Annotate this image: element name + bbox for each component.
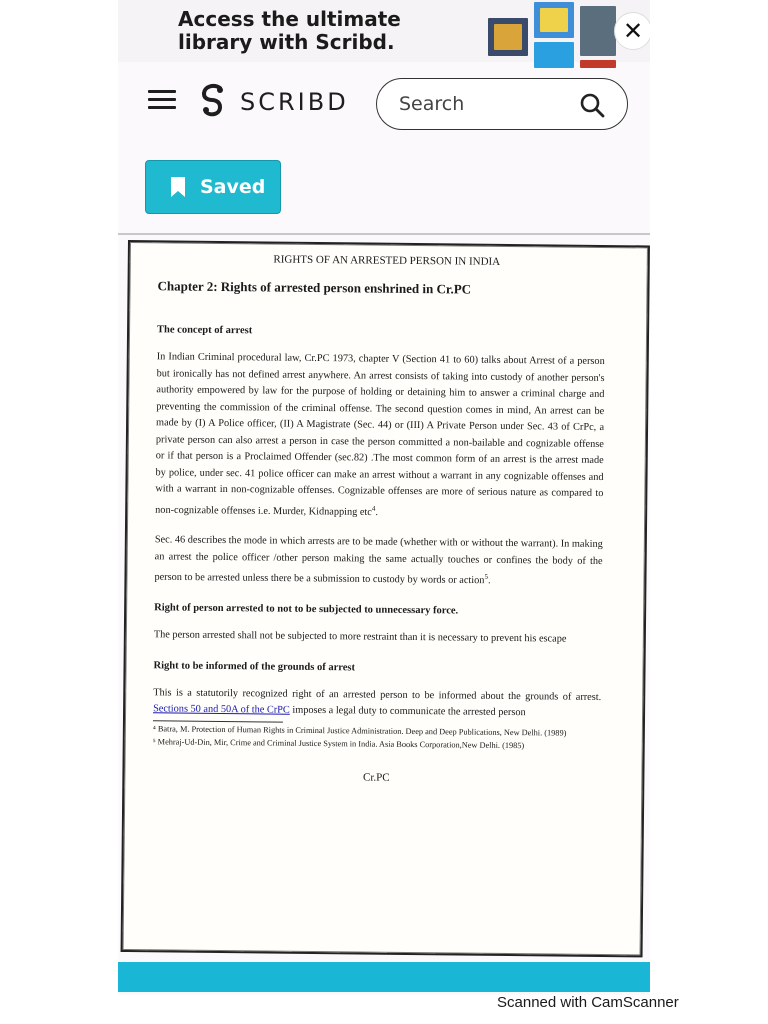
section-heading: Right to be informed of the grounds of arrest	[153, 660, 356, 674]
footnote: ⁴ Batra, M. Protection of Human Rights in Criminal Justice Administration. Deep and Deep Publications, New Delhi. (1989)	[152, 724, 567, 738]
footnote-rule	[153, 720, 283, 722]
bookmark-icon	[170, 176, 186, 198]
chapter-title: Chapter 2: Rights of arrested person enshrined in Cr.PC	[157, 278, 472, 297]
saved-label: Saved	[200, 176, 266, 198]
paragraph: Sec. 46 describes the mode in which arrests are to be made (whether with or without the warrant). In making an arrest the police officer /other person making the same actually touches or confines the body of the person to be arrested unless there be a submission to custody by words or action$^5$.	[154, 534, 603, 587]
document-page	[121, 240, 650, 957]
section-heading: The concept of arrest	[157, 324, 253, 337]
section-heading: Right of person arrested to not to be subjected to unnecessary force.	[154, 602, 459, 617]
paragraph: In Indian Criminal procedural law, Cr.PC 1973, chapter V (Section 41 to 60) talks about Arrest of a person but ironically has not defined arrest anywhere. An arrest consists of taking into custody of another person's authority empowered by law for the purpose of holding or detaining him to answer a criminal charge and preventing the commission of the criminal offense. The second question comes in mind, An arrest can be made by (I) A Police officer, (II) A Magistrate (Sec. 44) or (III) A Private Person under Sec. 43 of CrPc, a private person can also arrest a person in case the person committed a non-bailable and cognizable offense or if that person is a Proclaimed Offender (sec.82) .The most common form of an arrest is the arrest made by police, under sec. 41 police officer can make an arrest without a warrant in any cognizable offenses and with a warrant in non-cognizable offenses. Cognizable offenses are more of serious nature as compared to non-cognizable offenses i.e. Murder, Kidnapping etc$^4$.	[155, 351, 605, 518]
search-input[interactable]	[397, 89, 561, 119]
ad-banner[interactable]	[118, 0, 650, 62]
search-box[interactable]	[376, 78, 628, 130]
footnote: ⁵ Mehraj-Ud-Din, Mir, Crime and Criminal Justice System in India. Asia Books Corporation,New Delhi. (1985)	[152, 737, 525, 751]
crpc-sections-link[interactable]: Sections 50 and 50A of the CrPC	[153, 703, 290, 717]
paragraph: The person arrested shall not be subjected to more restraint than it is necessary to prevent his escape	[153, 629, 567, 645]
ad-text[interactable]: Access the ultimate library with Scribd.	[178, 7, 401, 54]
close-icon[interactable]: ✕	[614, 12, 650, 50]
top-nav	[118, 70, 650, 140]
camscanner-watermark: Scanned with CamScanner	[497, 994, 679, 1011]
paragraph: This is a statutorily recognized right of an arrested person to be informed about the grounds of arrest. Sections 50 and 50A of the CrPC imposes a legal duty to communicate the arrested person	[153, 687, 602, 719]
scribd-logo-icon[interactable]	[198, 82, 228, 118]
hamburger-menu-icon[interactable]	[148, 90, 176, 110]
saved-button[interactable]	[145, 160, 281, 214]
page-footer: Cr.PC	[363, 771, 390, 784]
running-header: RIGHTS OF AN ARRESTED PERSON IN INDIA	[273, 253, 501, 268]
bottom-bar	[118, 962, 650, 992]
ad-book-covers[interactable]	[488, 2, 618, 68]
divider	[118, 233, 650, 235]
scribd-viewer	[118, 0, 650, 995]
search-icon[interactable]	[579, 92, 605, 118]
brand-name[interactable]: SCRIBD	[240, 88, 349, 116]
